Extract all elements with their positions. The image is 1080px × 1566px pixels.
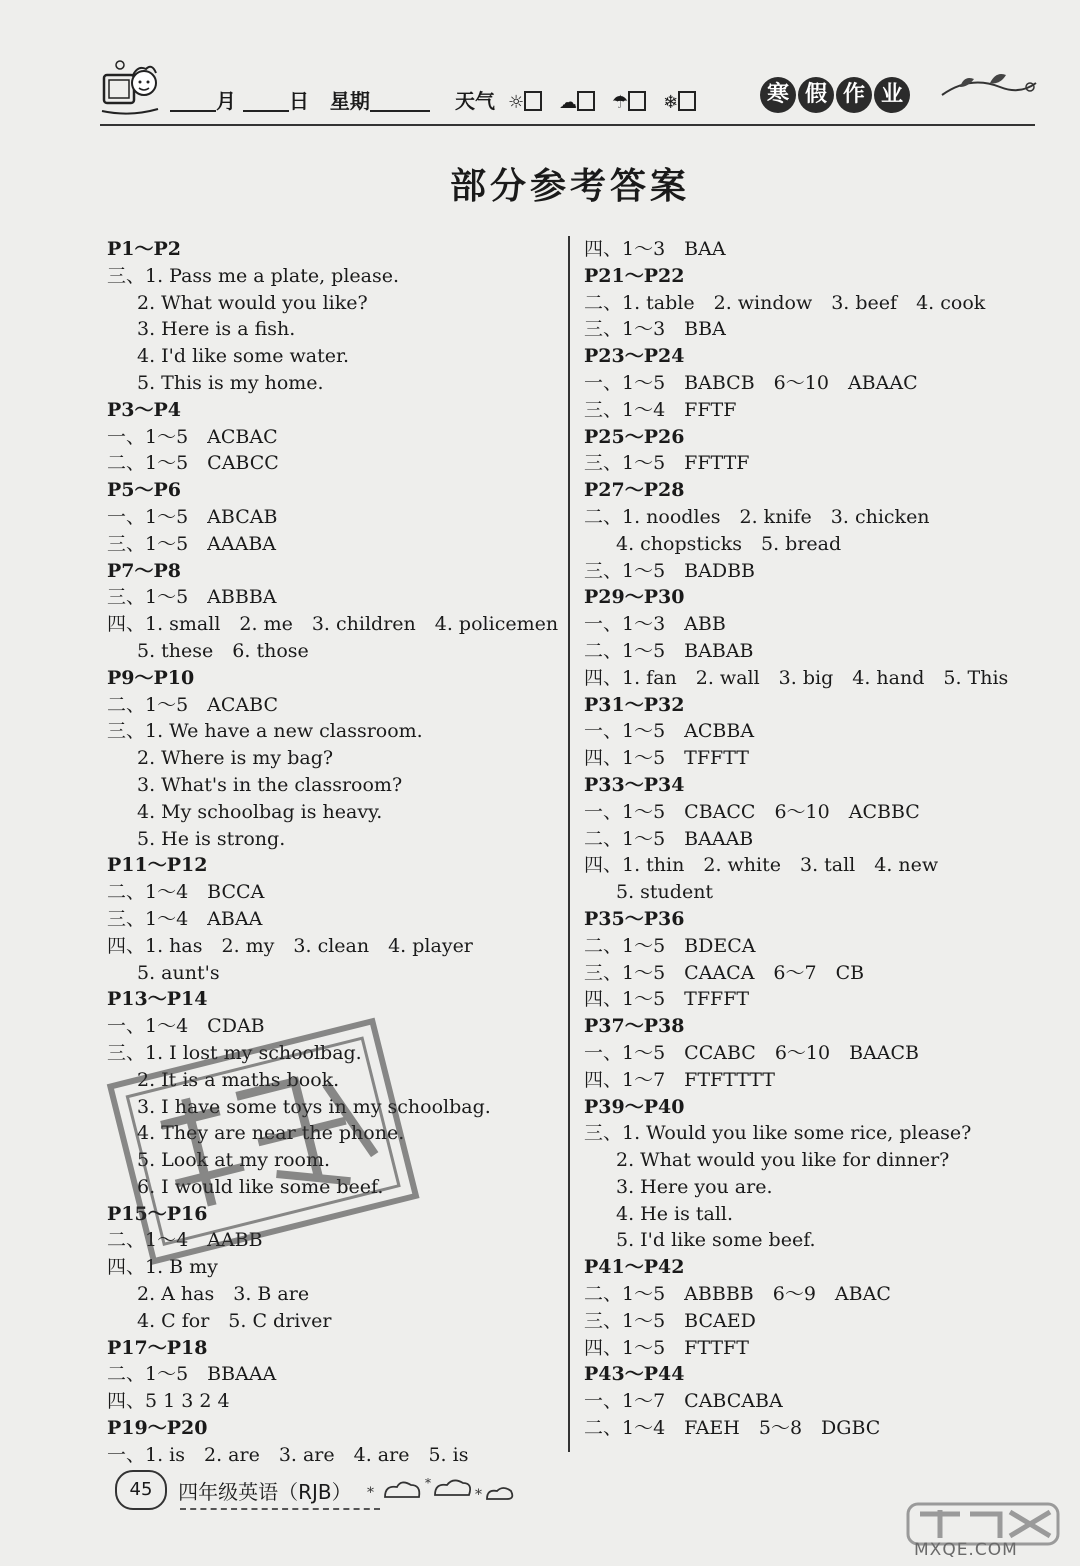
- answer-line: 5. aunt's: [137, 961, 220, 984]
- snow-icon: ❄: [663, 92, 679, 113]
- section-heading: P17～P18: [107, 1336, 208, 1359]
- svg-text:*: *: [424, 1476, 431, 1490]
- answer-line: 三、1～5 CAACA 6～7 CB: [584, 961, 865, 984]
- section-heading: P31～P32: [584, 693, 685, 716]
- day-blank: [243, 90, 289, 112]
- page-title: 部分参考答案: [449, 166, 690, 207]
- cloud-icon: ☁: [559, 92, 578, 113]
- answer-line: 四、1. thin 2. white 3. tall 4. new: [584, 854, 939, 877]
- footer-rule: [180, 1508, 380, 1510]
- answer-line: 三、1～4 FFTF: [584, 398, 737, 421]
- answer-line: 四、5 1 3 2 4: [107, 1390, 230, 1413]
- answer-line: 一、1～5 ABCAB: [107, 505, 278, 528]
- answer-line: 一、1～5 ACBAC: [107, 425, 278, 448]
- rain-checkbox: [628, 91, 646, 111]
- answer-line: 6. I would like some beef.: [137, 1175, 384, 1198]
- answer-line: 四、1～5 TFFTT: [584, 747, 749, 770]
- answer-line: 四、1. fan 2. wall 3. big 4. hand 5. This: [584, 666, 1009, 689]
- answer-line: 三、1～5 FFTTF: [584, 452, 750, 475]
- section-heading: P5～P6: [107, 479, 182, 502]
- weather-label: 天气: [455, 89, 495, 113]
- answer-line: 二、1～5 BDECA: [584, 934, 756, 957]
- answer-line: 三、1. We have a new classroom.: [107, 720, 423, 743]
- answer-line: 三、1. I lost my schoolbag.: [107, 1041, 362, 1064]
- left-answer-column: [107, 236, 559, 1469]
- badge-char: 业: [874, 77, 910, 113]
- answer-line: 二、1～5 ABBBB 6～9 ABAC: [584, 1283, 891, 1306]
- answer-line: 2. A has 3. B are: [137, 1283, 310, 1306]
- answer-line: 三、1. Pass me a plate, please.: [107, 264, 400, 287]
- answer-line: 一、1～3 ABB: [584, 613, 726, 636]
- answer-line: 3. Here you are.: [616, 1175, 773, 1198]
- snow-checkbox: [678, 91, 696, 111]
- answer-line: 四、1. has 2. my 3. clean 4. player: [107, 934, 473, 957]
- answer-line: 二、1～5 BAAAB: [584, 827, 754, 850]
- section-heading: P19～P20: [107, 1417, 208, 1440]
- answer-line: 4. C for 5. C driver: [137, 1309, 332, 1332]
- answer-line: 一、1～5 CCABC 6～10 BAACB: [584, 1041, 919, 1064]
- answer-line: 四、1. small 2. me 3. children 4. policemen: [107, 613, 559, 636]
- answer-line: 三、1～5 BCAED: [584, 1309, 756, 1332]
- section-heading: P23～P24: [584, 345, 685, 368]
- weekday-label: 星期: [329, 89, 370, 113]
- answer-line: 2. What would you like?: [137, 291, 368, 314]
- book-label: 四年级英语（RJB）: [178, 1479, 352, 1504]
- answer-line: 2. It is a maths book.: [137, 1068, 340, 1091]
- answer-line: 5. Look at my room.: [137, 1149, 331, 1172]
- answer-line: 一、1～4 CDAB: [107, 1015, 265, 1038]
- section-heading: P21～P22: [584, 264, 685, 287]
- answer-line: 一、1～5 ACBBA: [584, 720, 755, 743]
- section-heading: P39～P40: [584, 1095, 685, 1118]
- page-number: 45: [115, 1470, 167, 1510]
- answer-line: 5. these 6. those: [137, 639, 309, 662]
- answer-line: 二、1～5 BBAAA: [107, 1363, 277, 1386]
- page-footer: [115, 1470, 515, 1510]
- cloud-ornament-icon: [365, 1475, 515, 1505]
- answer-line: 3. I have some toys in my schoolbag.: [137, 1095, 491, 1118]
- badge-char: 寒: [760, 77, 796, 113]
- answer-line: 二、1. table 2. window 3. beef 4. cook: [584, 291, 986, 314]
- right-answer-column: [584, 236, 1044, 1442]
- section-heading: P7～P8: [107, 559, 182, 582]
- month-blank: [170, 90, 216, 112]
- section-heading: P3～P4: [107, 398, 182, 421]
- answer-line: 5. This is my home.: [137, 371, 324, 394]
- column-divider: [568, 236, 570, 1452]
- answer-line: 5. He is strong.: [137, 827, 286, 850]
- svg-text:*: *: [474, 1487, 482, 1503]
- answer-line: 3. Here is a fish.: [137, 318, 296, 341]
- answer-line: 四、1～5 TFFFT: [584, 988, 750, 1011]
- answer-line: 二、1～5 ACABC: [107, 693, 279, 716]
- section-heading: P1～P2: [107, 238, 182, 260]
- section-heading: P35～P36: [584, 907, 685, 930]
- answer-line: 一、1～5 CBACC 6～10 ACBBC: [584, 800, 920, 823]
- answer-line: 三、1～5 BADBB: [584, 559, 756, 582]
- answer-line: 4. My schoolbag is heavy.: [137, 800, 383, 823]
- answer-line: 一、1～7 CABCABA: [584, 1390, 783, 1413]
- section-heading: P9～P10: [107, 666, 195, 689]
- answer-line: 三、1～4 ABAA: [107, 907, 263, 930]
- section-heading: P25～P26: [584, 425, 685, 448]
- section-heading: P11～P12: [107, 854, 208, 877]
- svg-text:*: *: [366, 1485, 374, 1501]
- answer-line: 二、1～5 CABCC: [107, 452, 279, 475]
- answer-line: 一、1. is 2. are 3. are 4. are 5. is: [107, 1443, 469, 1466]
- answer-line: 3. What's in the classroom?: [137, 773, 403, 796]
- section-heading: P29～P30: [584, 586, 685, 609]
- answer-line: 二、1～4 AABB: [107, 1229, 263, 1252]
- month-label: 月: [216, 89, 236, 113]
- day-label: 日: [288, 89, 309, 113]
- answer-line: 四、1～5 FTTFT: [584, 1336, 749, 1359]
- answer-line: 四、1～3 BAA: [584, 238, 726, 260]
- section-heading: P27～P28: [584, 479, 685, 502]
- answer-line: 四、1～7 FTFTTTT: [584, 1068, 775, 1091]
- section-heading: P13～P14: [107, 988, 208, 1011]
- answer-line: 二、1～5 BABAB: [584, 639, 754, 662]
- header-rule: [100, 124, 1035, 126]
- badge-char: 假: [798, 77, 834, 113]
- weekday-blank: [370, 90, 430, 112]
- answer-line: 4. chopsticks 5. bread: [616, 532, 842, 555]
- answer-line: 一、1～5 BABCB 6～10 ABAAC: [584, 371, 918, 394]
- section-heading: P43～P44: [584, 1363, 685, 1386]
- rain-icon: ☂: [612, 92, 629, 113]
- answer-line: 4. I'd like some water.: [137, 345, 350, 368]
- watermark-text: MXQE.COM: [914, 1540, 1018, 1560]
- section-heading: P41～P42: [584, 1256, 685, 1279]
- date-fields: [170, 85, 430, 114]
- cloud-checkbox: [577, 91, 595, 111]
- winter-homework-badge: [760, 77, 912, 113]
- section-heading: P15～P16: [107, 1202, 208, 1225]
- mascot-icon: [100, 57, 162, 119]
- sun-icon: ☼: [507, 92, 525, 113]
- badge-char: 作: [836, 77, 872, 113]
- weather-field: [455, 85, 700, 114]
- answer-line: 三、1～5 AAABA: [107, 532, 277, 555]
- answer-line: 二、1～4 BCCA: [107, 881, 265, 904]
- answer-line: 5. student: [616, 881, 714, 904]
- sun-checkbox: [524, 91, 542, 111]
- answer-line: 四、1. B my: [107, 1256, 218, 1279]
- page-header: [100, 55, 1040, 125]
- answer-line: 4. He is tall.: [616, 1202, 734, 1225]
- answer-line: 二、1. noodles 2. knife 3. chicken: [584, 505, 930, 528]
- section-heading: P33～P34: [584, 773, 685, 796]
- answer-line: 2. Where is my bag?: [137, 747, 334, 770]
- answer-line: 4. They are near the phone.: [137, 1122, 405, 1145]
- section-heading: P37～P38: [584, 1015, 685, 1038]
- answer-line: 三、1～5 ABBBA: [107, 586, 277, 609]
- answer-line: 三、1. Would you like some rice, please?: [584, 1122, 972, 1145]
- vine-ornament-icon: [940, 65, 1040, 105]
- answer-line: 三、1～3 BBA: [584, 318, 726, 341]
- answer-line: 5. I'd like some beef.: [616, 1229, 816, 1252]
- answer-line: 2. What would you like for dinner?: [616, 1149, 950, 1172]
- answer-line: 二、1～4 FAEH 5～8 DGBC: [584, 1417, 881, 1440]
- library-stamp-icon: [88, 1010, 448, 1270]
